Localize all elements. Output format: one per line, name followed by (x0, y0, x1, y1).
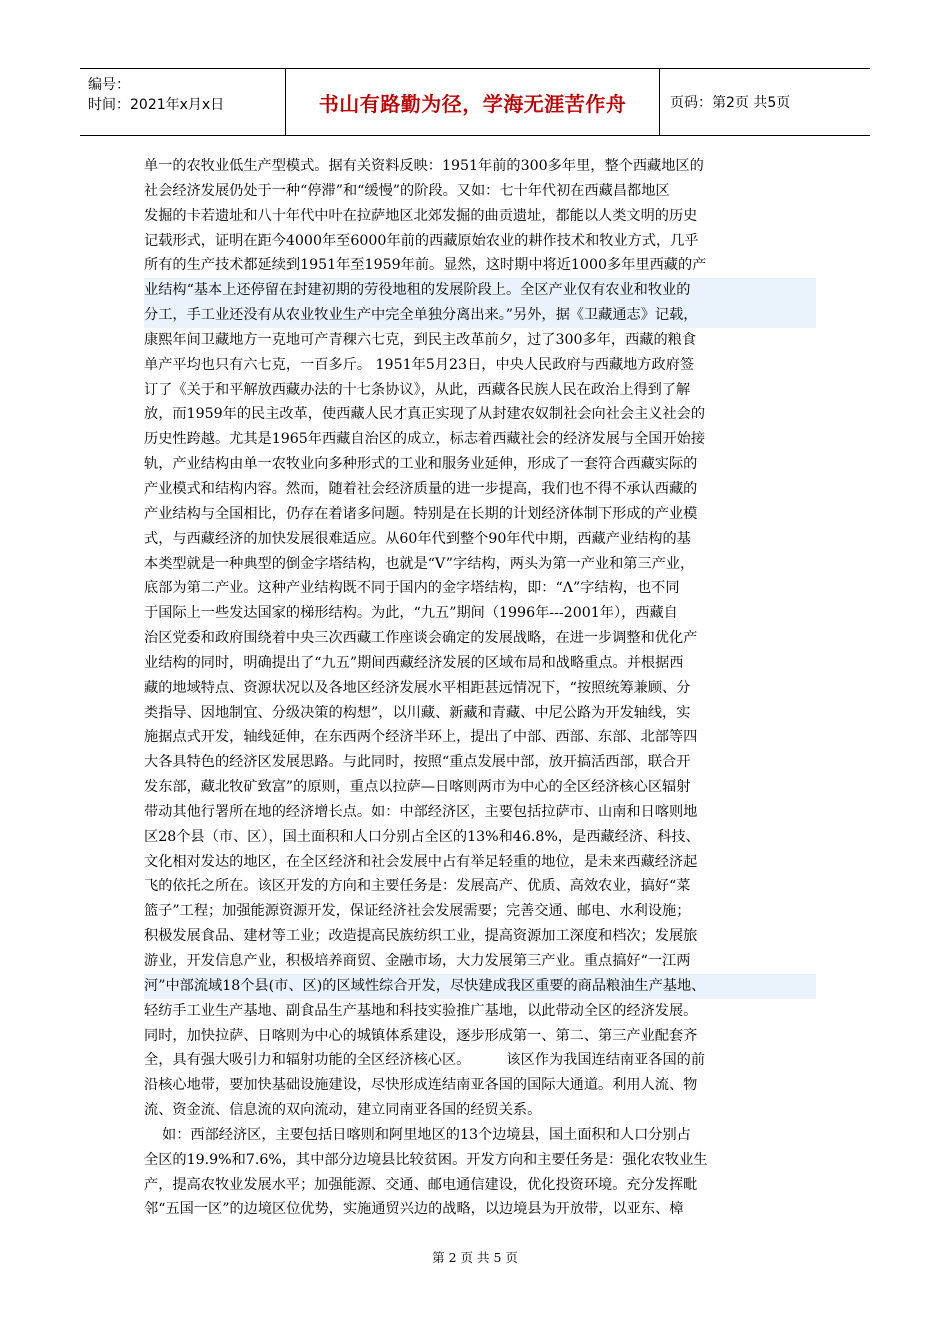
text-line: 发东部，藏北牧矿致富”的原则，重点以拉萨—日喀则两市为中心的全区经济核心区辐射 (144, 779, 691, 796)
text-line: 积极发展食品、建材等工业；改造提高民族纺织工业，提高资源加工深度和档次；发展旅 (144, 928, 698, 945)
text-line: 式，与西藏经济的加快发展很难适应。从60年代到整个90年代中期，西藏产业结构的基 (144, 530, 691, 547)
header-meta (80, 69, 285, 135)
text-line: 带动其他行署所在地的经济增长点。如：中部经济区，主要包括拉萨市、山南和日喀则地 (144, 803, 698, 820)
text-line: 放，而1959年的民主改革，使西藏人民才真正实现了从封建农奴制社会向社会主义社会的 (144, 406, 706, 423)
text-line: 文化相对发达的地区，在全区经济和社会发展中占有举足轻重的地位，是未来西藏经济起 (144, 853, 698, 870)
text-line: 产业结构与全国相比，仍存在着诸多问题。特别是在长期的计划经济体制下形成的产业模 (144, 505, 698, 522)
text-line: 康熙年间卫藏地方一克地可产青稞六七克，到民主改革前夕，过了300多年，西藏的粮食 (144, 331, 697, 348)
text-line: 流、资金流、信息流的双向流动，建立同南亚各国的经贸关系。 (144, 1102, 542, 1119)
text-line: 底部为第二产业。这种产业结构既不同于国内的金字塔结构，即：“Λ”字结构，也不同 (144, 580, 680, 597)
text-line: 区28个县（市、区），国土面积和人口分别占全区的13%和46.8%，是西藏经济、科技、 (144, 828, 700, 845)
text-line: 本类型就是一种典型的倒金字塔结构，也就是“V”字结构，两头为第一产业和第三产业， (144, 555, 695, 572)
text-line: 治区党委和政府围绕着中央三次西藏工作座谈会确定的发展战略，在进一步调整和优化产 (144, 630, 698, 647)
text-line: 全区的19.9%和7.6%，其中部分边境县比较贫困。开发方向和主要任务是：强化农牧业生 (144, 1151, 708, 1168)
text-line: 大各具特色的经济区发展思路。与此同时，按照“重点发展中部，放开搞活西部，联合开 (144, 754, 691, 771)
text-line: 邻“五国一区”的边境区位优势，实施通贸兴边的战略，以边境县为开放带，以亚东、樟 (144, 1201, 684, 1218)
text-line: 类指导、因地制宜、分级决策的构想”，以川藏、新藏和青藏、中尼公路为开发轴线，实 (144, 704, 691, 721)
page-header (80, 68, 870, 136)
text-line: 分工，手工业还没有从农业牧业生产中完全单独分离出来。”另外，据《卫藏通志》记载， (144, 303, 816, 328)
text-line: 轨，产业结构由单一农牧业向多种形式的工业和服务业延伸，形成了一套符合西藏实际的 (144, 456, 698, 473)
text-line: 记载形式，证明在距今4000年至6000年前的西藏原始农业的耕作技术和牧业方式，几乎 (144, 232, 699, 249)
text-line: 游业，开发信息产业，积极培养商贸、金融市场，大力发展第三产业。重点搞好“一江两 (144, 953, 691, 969)
text-line: 历史性跨越。尤其是1965年西藏自治区的成立，标志着西藏社会的经济发展与全国开始接 (144, 431, 706, 448)
text-line: 沿核心地带，要加快基础设施建设，尽快形成连结南亚各国的国际大通道。利用人流、物 (144, 1077, 698, 1094)
date-label: 时间：2021年x月x日 (88, 97, 225, 113)
text-line: 发掘的卡若遗址和八十年代中叶在拉萨地区北郊发掘的曲贡遗址，都能以人类文明的历史 (144, 207, 698, 224)
text-line: 单一的农牧业低生产型模式。据有关资料反映：1951年前的300多年里，整个西藏地区的 (144, 158, 704, 174)
text-line: 业结构“基本上还停留在封建初期的劳役地租的发展阶段上。全区产业仅有农业和牧业的 (144, 278, 816, 303)
text-line: 藏的地域特点、资源状况以及各地区经济发展水平相距甚远情况下，“按照统筹兼顾、分 (144, 679, 691, 696)
header-page-number: 页码：第2页 共5页 (670, 95, 791, 111)
text-line: 篮子”工程；加强能源资源开发，保证经济社会发展需要；完善交通、邮电、水利设施； (144, 903, 691, 920)
text-line: 于国际上一些发达国家的梯形结构。为此，“九五”期间（1996年---2001年），西藏自 (144, 605, 678, 622)
header-motto: 书山有路勤为径，学海无涯苦作舟 (285, 69, 660, 135)
text-line: 订了《关于和平解放西藏办法的十七条协议》，从此，西藏各民族人民在政治上得到了解 (144, 381, 691, 398)
text-line: 全，具有强大吸引力和辐射功能的全区经济核心区。 该区作为我国连结南亚各国的前 (144, 1052, 706, 1069)
text-line: 如：西部经济区，主要包括日喀则和阿里地区的13个边境县，国土面积和人口分别占 (144, 1126, 691, 1143)
text-line: 业结构的同时，明确提出了“九五”期间西藏经济发展的区域布局和战略重点。并根据西 (144, 654, 684, 671)
text-line: 轻纺手工业生产基地、副食品生产基地和科技实验推广基地，以此带动全区的经济发展。 (144, 1002, 698, 1019)
text-line: 河”中部流域18个县(市、区)的区域性综合开发，尽快建成我区重要的商品粮油生产基地、 (144, 974, 816, 999)
text-line: 施据点式开发，轴线延伸，在东西两个经济半环上，提出了中部、西部、东部、北部等四 (144, 729, 698, 746)
doc-number-label: 编号： (88, 77, 130, 93)
page-footer: 第 2 页 共 5 页 (432, 1250, 518, 1265)
text-line: 同时，加快拉萨、日喀则为中心的城镇体系建设，逐步形成第一、第二、第三产业配套齐 (144, 1027, 698, 1044)
text-line: 单产平均也只有六七克，一百多斤。 1951年5月23日，中央人民政府与西藏地方政府签 (144, 356, 695, 373)
text-line: 所有的生产技术都延续到1951年至1959年前。显然，这时期中将近1000多年里西藏的产 (144, 257, 707, 274)
body-text (144, 154, 816, 1222)
text-line: 产，提高农牧业发展水平；加强能源、交通、邮电通信建设，优化投资环境。充分发挥毗 (144, 1176, 698, 1193)
text-line: 社会经济发展仍处于一种“停滞”和“缓慢”的阶段。又如：七十年代初在西藏昌都地区 (144, 182, 670, 199)
text-line: 产业模式和结构内容。然而，随着社会经济质量的进一步提高，我们也不得不承认西藏的 (144, 480, 698, 497)
text-line: 飞的依托之所在。该区开发的方向和主要任务是：发展高产、优质、高效农业，搞好“菜 (144, 878, 691, 895)
